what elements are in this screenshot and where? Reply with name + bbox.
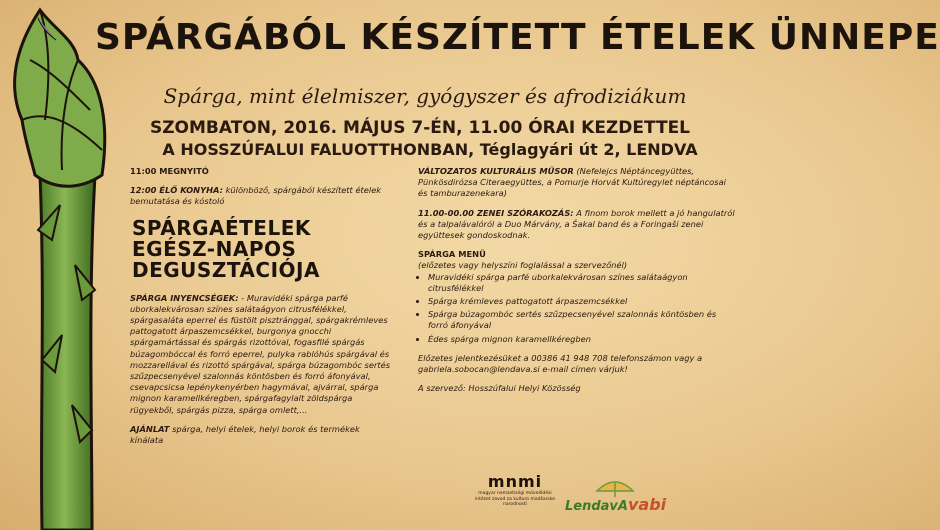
mnmi-wordmark: mnmi: [487, 472, 543, 491]
organizer: A szervező: Hosszúfalui Helyi Közösség: [418, 383, 581, 394]
mnmi-subtext: magyar nemzetiségi művelődési intézet zavod za kulturo madžarske narodnosti: [475, 491, 555, 507]
recommend-label: AJÁNLAT: [130, 423, 170, 434]
lendava-wordmark: LendavA: [565, 499, 628, 514]
menu-item: • Spárga búzagombóc sertés szűzpecsenyével szalonnás köntösben és forró áfonyával: [428, 309, 738, 331]
live-kitchen-text: különböző, spárgából készített ételek bemutatása és kóstoló: [130, 185, 382, 207]
right-column: [418, 166, 738, 402]
menu-note: (előzetes vagy helyszíni foglalással a szervezőnél): [418, 260, 628, 271]
menu-item: • Muravidéki spárga parfé uborkalekvárosan színes salátaágyon citrusfélékkel: [428, 272, 738, 294]
live-kitchen: [130, 185, 392, 207]
live-kitchen-label: 12:00 ÉLŐ KONYHA:: [130, 185, 223, 196]
umbrella-icon: [595, 477, 635, 497]
menu-item: • Spárga krémleves pattogatott árpaszemcsékkel: [428, 296, 738, 307]
mnmi-logo: [470, 472, 560, 508]
recommend-text: spárga, helyi ételek, helyi borok és termékek kínálata: [130, 423, 360, 446]
menu-item: • Édes spárga mignon karamellkéregben: [428, 334, 738, 345]
program-label: VÁLTOZATOS KULTURÁLIS MŰSOR: [418, 166, 574, 176]
program-paragraph: [418, 166, 738, 200]
asparagus-illustration: [0, 0, 130, 530]
booking-info: Előzetes jelentkezésüket a 00386 41 948 708 telefonszámon vagy a gabriela.sobocan@lendava.si e-mail címen várjuk!: [418, 352, 703, 375]
left-column: [130, 166, 392, 454]
music-paragraph: [418, 208, 738, 242]
menu-heading: SPÁRGA MENÜ: [418, 249, 486, 260]
music-text: A finom borok mellett a jó hangulatról és a talpalávalóról a Duo Márvány, a Šakal band és a Foringaši zenei együttesek gondoskodnak.: [418, 207, 735, 241]
music-label: 11.00-00.00 ZENEI SZÓRAKOZÁS:: [418, 207, 574, 218]
recommend-paragraph: [130, 424, 392, 446]
menu-list: [418, 272, 738, 345]
delicacies-paragraph: [130, 293, 392, 416]
delicacies-text: - Muravidéki spárga parfé uborkalekvárosan színes salátaágyon citrusfélékkel, spárgasaláta eperrel és füstölt pisztránggal, spárgakrémleves pattogatott árpaszemcsékkel, burgonya gnocchi spárgamártással és spárgás rizottóval, fogasfilé spárgás búzagombóccal és forró eperrel, pulyka rablóhús spárgával és mozzarellával és rizottó spárgával, spárga búzagombóc sertés szűzpecsenyével szalonnás köntösben és forró áfonyával, csevapcsicsa lepénykenyérben hagymával, ajvárral, spárga mignon karamellkéregben, spárgafagylalt zöldspárga rügyekből, spárgás pizza, spárga omlett,...: [130, 292, 391, 415]
event-venue: A HOSSZÚFALUI FALUOTTHONBAN, Téglagyári út 2, LENDVA: [162, 140, 698, 159]
opening-label: 11:00 MEGNYITÓ: [130, 166, 209, 176]
lendava-logo: [565, 495, 666, 514]
degustation-heading: SPÁRGAÉTELEK EGÉSZ-NAPOS DEGUSZTÁCIÓJA: [132, 215, 320, 282]
opening-line: [130, 166, 392, 177]
page-title: SPÁRGÁBÓL KÉSZÍTETT ÉTELEK ÜNNEPE: [95, 17, 940, 58]
lendava-wordmark-suffix: vabi: [627, 495, 667, 514]
page-subtitle: Spárga, mint élelmiszer, gyógyszer és afrodiziákum: [163, 84, 687, 108]
program-text: (Nefelejcs Néptáncegyüttes, Pünkösdirózsa Citeraegyüttes, a Pomurje Horvát Kultúregylet néptáncosai és tamburazenekara): [418, 166, 726, 199]
delicacies-label: SPÁRGA INYENCSÉGEK:: [130, 292, 239, 303]
event-date: SZOMBATON, 2016. MÁJUS 7-ÉN, 11.00 ÓRAI KEZDETTEL: [149, 118, 691, 138]
